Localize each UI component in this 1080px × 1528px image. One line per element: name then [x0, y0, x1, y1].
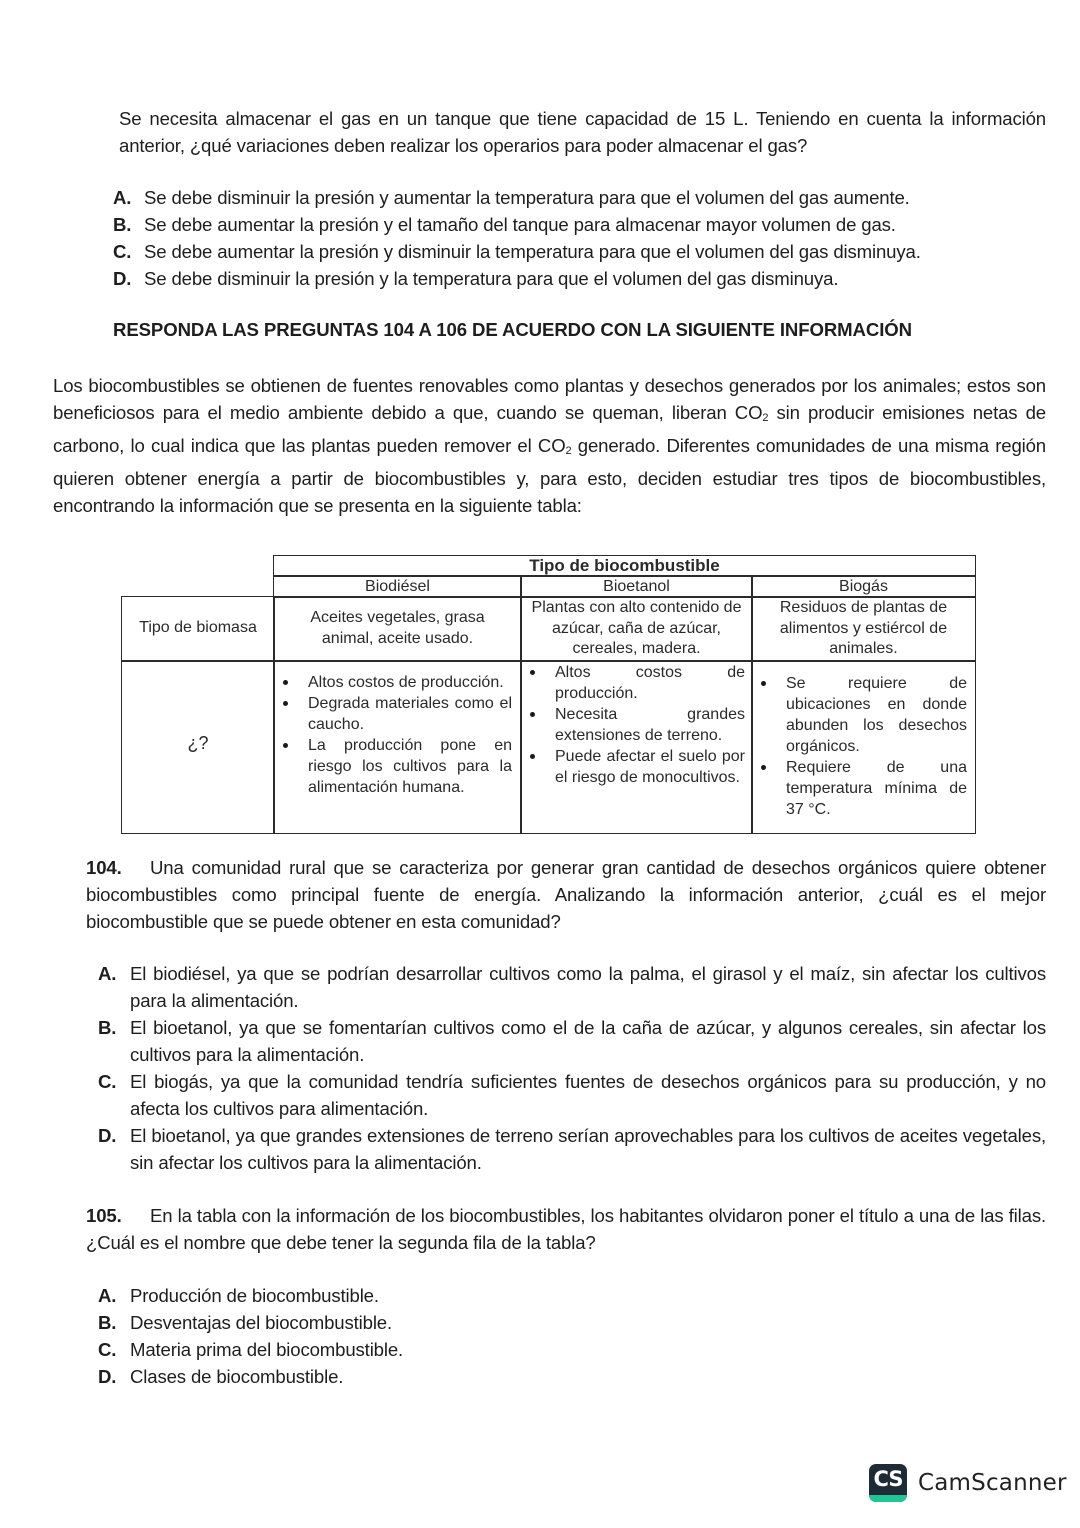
bullet-text: La producción pone en riesgo los cultivos para la alimentación humana.: [308, 737, 512, 796]
row-label-unknown: [121, 660, 275, 834]
option-letter: C.: [113, 241, 132, 262]
intro-text-1: Los biocombustibles se obtienen de fuentes renovables como plantas y desechos generados por los animales; estos son beneficiosos para el medio ambiente debido a que, cuando se queman, liberan CO: [53, 375, 1046, 423]
intro-paragraph: [53, 372, 1046, 519]
bullet-text: Se requiere de ubicaciones en donde abunden los desechos orgánicos.: [786, 675, 967, 755]
option-text: Producción de biocombustible.: [130, 1285, 379, 1306]
option-text: Desventajas del biocombustible.: [130, 1312, 393, 1333]
option-text: Se debe aumentar la presión y disminuir la temperatura para que el volumen del gas disminuya.: [144, 241, 921, 262]
previous-option-a: [113, 184, 1048, 211]
intro-text-2: sin producir emisiones netas de carbono, lo cual indica que las plantas pueden remover el CO: [53, 402, 1046, 456]
cell-biomass-bioetanol: [520, 596, 753, 662]
bullet-text: Requiere de una temperatura mínima de 37 °C.: [786, 759, 967, 818]
option-letter: A.: [113, 187, 132, 208]
q104-option-c[interactable]: [98, 1068, 1046, 1122]
option-text: El bioetanol, ya que grandes extensiones de terreno serían aprovechables para los cultivos de aceites vegetales, sin afectar los cultivos para la alimentación.: [130, 1125, 1046, 1173]
column-header-biogas: [751, 575, 976, 598]
bullet-text: Altos costos de producción.: [555, 664, 745, 702]
option-text: Se debe aumentar la presión y el tamaño del tanque para almacenar mayor volumen de gas.: [144, 214, 896, 235]
previous-question-stem: Se necesita almacenar el gas en un tanque que tiene capacidad de 15 L. Teniendo en cuenta la información anterior, ¿qué variaciones deben realizar los operarios para poder almacenar el gas?: [119, 108, 1046, 156]
previous-option-b: [113, 211, 1048, 238]
option-text: Se debe disminuir la presión y la temperatura para que el volumen del gas disminuya.: [144, 268, 839, 289]
cell-disadvantages-biodiesel: [273, 660, 522, 834]
cell-text: Aceites vegetales, grasa animal, aceite usado.: [310, 609, 485, 647]
bullet-item: [525, 662, 745, 704]
bullet-item: [278, 735, 512, 798]
cell-text: Plantas con alto contenido de azúcar, caña de azúcar, cereales, madera.: [531, 599, 742, 657]
bullet-item: [278, 693, 512, 735]
camscanner-watermark: [869, 1464, 1067, 1502]
row-label-biomass: [121, 596, 275, 662]
column-header-text: Biogás: [839, 578, 888, 595]
bullet-text: Necesita grandes extensiones de terreno.: [555, 706, 745, 744]
q104-option-b[interactable]: [98, 1014, 1046, 1068]
row-label-text: ¿?: [187, 733, 209, 753]
bullet-item: [756, 757, 967, 820]
bullet-text: Degrada materiales como el caucho.: [308, 695, 512, 733]
bullet-item: [525, 746, 745, 788]
cell-text: Residuos de plantas de alimentos y estiércol de animales.: [779, 599, 948, 657]
q104-option-a[interactable]: [98, 960, 1046, 1014]
bullet-text: Puede afectar el suelo por el riesgo de monocultivos.: [555, 748, 745, 786]
question-104: [86, 854, 1046, 935]
section-heading: RESPONDA LAS PREGUNTAS 104 A 106 DE ACUERDO CON LA SIGUIENTE INFORMACIÓN: [113, 319, 912, 340]
bullet-list: [756, 673, 967, 820]
option-text: El bioetanol, ya que se fomentarían cultivos como el de la caña de azúcar, y algunos cereales, sin afectar los cultivos para la alimentación.: [130, 1017, 1046, 1065]
option-text: El biogás, ya que la comunidad tendría suficientes fuentes de desechos orgánicos para su producción, y no afecta los cultivos para alimentación.: [130, 1071, 1046, 1119]
camscanner-brand-name: CamScanner: [918, 1470, 1067, 1496]
option-letter: B.: [113, 214, 132, 235]
option-text: Materia prima del biocombustible.: [130, 1339, 404, 1360]
column-header-text: Bioetanol: [603, 578, 670, 595]
option-letter: C.: [98, 1339, 117, 1360]
subscript-2: 2: [565, 445, 572, 457]
question-stem: Una comunidad rural que se caracteriza por generar gran cantidad de desechos orgánicos quiere obtener biocombustibles como principal fuente de energía. Analizando la información anterior, ¿cuál es el mejor biocombustible que se puede obtener en esta comunidad?: [86, 857, 1046, 932]
option-letter: B.: [98, 1017, 117, 1038]
column-header-biodiesel: [273, 575, 522, 598]
biofuel-table: [121, 555, 976, 834]
row-label-text: Tipo de biomasa: [139, 619, 257, 636]
q105-option-c[interactable]: [98, 1336, 1046, 1363]
option-letter: D.: [113, 268, 132, 289]
cell-disadvantages-biogas: [751, 660, 976, 834]
question-number: 105.: [86, 1205, 122, 1226]
cell-biomass-biodiesel: [273, 596, 522, 662]
option-letter: D.: [98, 1125, 117, 1146]
camscanner-logo-icon: CS: [869, 1464, 907, 1502]
question-105: [86, 1202, 1046, 1256]
cell-disadvantages-bioetanol: [520, 660, 753, 834]
option-text: Se debe disminuir la presión y aumentar la temperatura para que el volumen del gas aumente.: [144, 187, 910, 208]
cell-biomass-biogas: [751, 596, 976, 662]
group-header: Tipo de biocombustible: [529, 556, 720, 575]
group-header-cell: [273, 555, 976, 577]
intro-text-3: generado. Diferentes comunidades de una misma región quieren obtener energía a partir de biocombustibles y, para esto, deciden estudiar tres tipos de biocombustibles, encontrando la información que se presenta en la siguiente tabla:: [53, 435, 1046, 516]
q105-option-b[interactable]: [98, 1309, 1046, 1336]
bullet-list: [525, 662, 745, 788]
subscript-2: 2: [762, 412, 769, 424]
q104-option-d[interactable]: [98, 1122, 1046, 1176]
bullet-list: [278, 672, 512, 798]
option-text: El biodiésel, ya que se podrían desarrollar cultivos como la palma, el girasol y el maíz, sin afectar los cultivos para la alimentación.: [130, 963, 1046, 1011]
q105-option-d[interactable]: [98, 1363, 1046, 1390]
bullet-item: [278, 672, 512, 693]
bullet-item: [756, 673, 967, 757]
bullet-item: [525, 704, 745, 746]
option-text: Clases de biocombustible.: [130, 1366, 344, 1387]
option-letter: C.: [98, 1071, 117, 1092]
bullet-text: Altos costos de producción.: [308, 674, 504, 691]
previous-option-d: [113, 265, 1048, 292]
option-letter: B.: [98, 1312, 117, 1333]
column-header-bioetanol: [520, 575, 753, 598]
previous-option-c: [113, 238, 1048, 265]
question-number: 104.: [86, 857, 122, 878]
column-header-text: Biodiésel: [365, 578, 430, 595]
option-letter: D.: [98, 1366, 117, 1387]
q105-option-a[interactable]: [98, 1282, 1046, 1309]
question-stem: En la tabla con la información de los biocombustibles, los habitantes olvidaron poner el título a una de las filas. ¿Cuál es el nombre que debe tener la segunda fila de la tabla?: [86, 1205, 1046, 1253]
option-letter: A.: [98, 1285, 117, 1306]
option-letter: A.: [98, 963, 117, 984]
